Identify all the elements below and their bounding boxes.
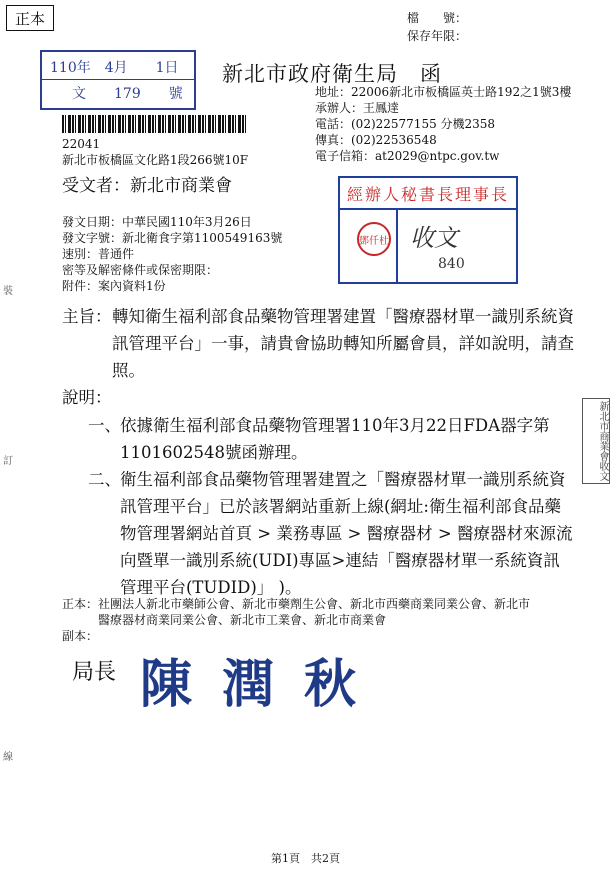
contact-address: 地址：22006新北市板橋區英士路192之1號3樓 <box>315 85 572 99</box>
page-footer: 第1頁 共2頁 <box>271 852 340 865</box>
meta-doc-no: 發文字號：新北衛食字第1100549163號 <box>62 231 283 245</box>
side-receipt-stamp: 新北市商業會收文 <box>582 398 610 484</box>
file-no-label: 檔 號： <box>407 11 468 25</box>
subject-text: 轉知衛生福利部食品藥物管理署建置「醫療器材單一識別系統資訊管理平台」一事，請貴會協助轉知所屬會員，詳如說明，請查照。 <box>112 307 574 380</box>
barcode-number: 22041 <box>62 137 101 151</box>
signature-name: 陳潤秋 <box>140 654 387 715</box>
cc-main-label: 正本： <box>62 597 99 611</box>
cc-copy-label: 副本： <box>62 629 99 643</box>
copy-type-box: 正本 <box>6 5 54 31</box>
description-label: 說明： <box>62 388 112 407</box>
issuer-title: 新北市政府衛生局 函 <box>222 62 442 86</box>
margin-mark-1: 裝 <box>3 286 13 297</box>
meta-speed: 速別：普通件 <box>62 247 135 261</box>
recipient-address: 新北市板橋區文化路1段266號10F <box>62 153 249 167</box>
item-text-2: 衛生福利部食品藥物管理署建置之「醫療器材單一識別系統資訊管理平台」已於該署網站重新上線(網址:衛生福利部食品藥物管理署網站首頁 > 業務專區 > 醫療器材 > 醫療器材來源流向暨單一識別系統(UDI)專區>連結「醫療器材單一系統資訊管理平台(TUDID)」 )。 <box>120 470 573 597</box>
recipient-line: 受文者：新北市商業會 <box>62 176 232 196</box>
meta-secrecy: 密等及解密條件或保密期限： <box>62 263 219 277</box>
meta-attachments: 附件：案內資料1份 <box>62 279 166 293</box>
contact-email: 電子信箱：at2029@ntpc.gov.tw <box>315 149 500 163</box>
subject-label: 主旨： <box>62 307 112 326</box>
receipt-date-stamp <box>40 50 196 110</box>
margin-mark-2: 訂 <box>3 456 13 467</box>
stamp-date-line: 110年 4月 1日 <box>50 60 179 76</box>
contact-handler: 承辦人：王鳳達 <box>315 101 400 115</box>
contact-fax: 傳真：(02)22536548 <box>315 133 437 147</box>
stamp-number-line: 文 179 號 <box>72 86 183 102</box>
red-seal: 鄧仟杜 <box>357 222 391 256</box>
routing-stamp-header: 經辦人秘書長理事長 <box>340 178 516 210</box>
meta-date: 發文日期：中華民國110年3月26日 <box>62 215 252 229</box>
item-number-2: 二、 <box>88 470 121 489</box>
handwritten-note: 收文 <box>410 224 458 252</box>
contact-phone: 電話：(02)22577155 分機2358 <box>315 117 496 131</box>
retention-label: 保存年限： <box>407 29 468 43</box>
cc-main-list: 社團法人新北市藥師公會、新北市藥劑生公會、新北市西藥商業同業公會、新北市醫療器材商業同業公會、新北市工業會、新北市商業會 <box>98 597 531 627</box>
margin-mark-3: 線 <box>3 752 13 763</box>
barcode <box>62 115 246 133</box>
handwritten-number: 840 <box>438 256 465 272</box>
item-number-1: 一、 <box>88 416 121 435</box>
signature-title: 局長 <box>72 660 117 685</box>
item-text-1: 依據衛生福利部食品藥物管理署110年3月22日FDA器字第1101602548號函辦理。 <box>120 416 550 462</box>
